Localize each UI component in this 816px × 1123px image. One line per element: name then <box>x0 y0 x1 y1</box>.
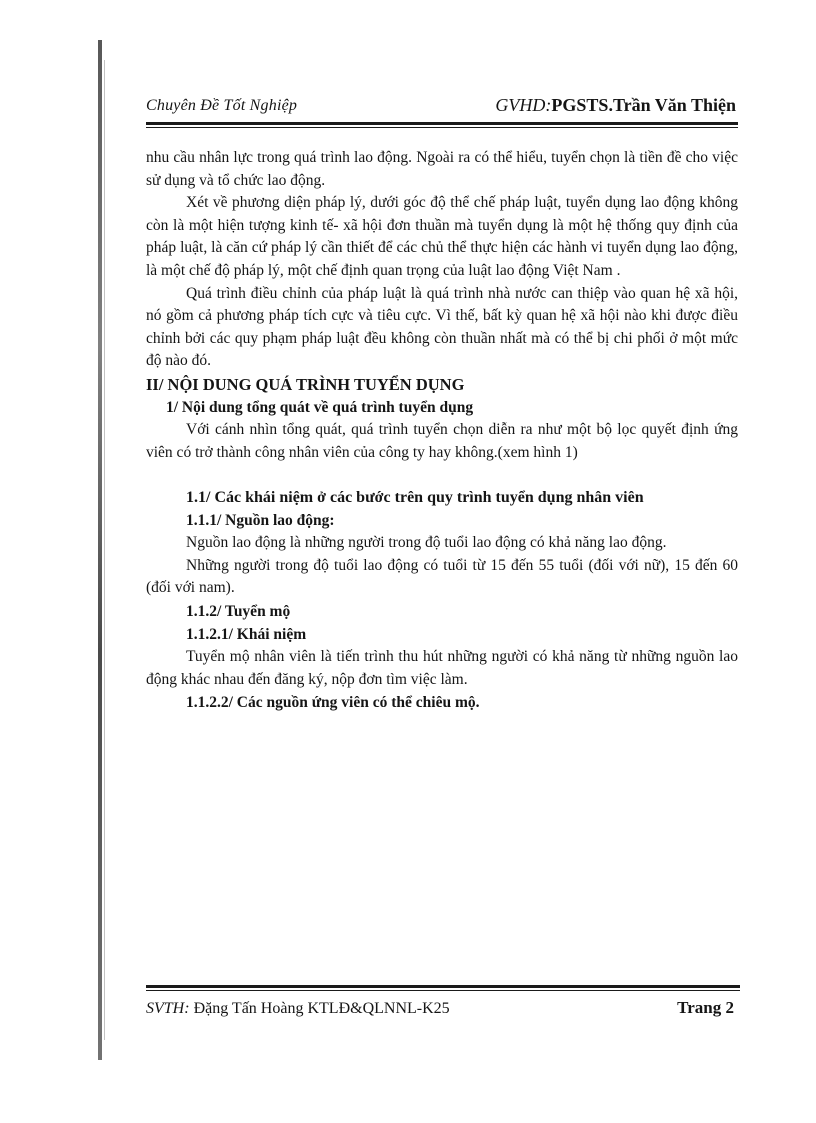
footer-rule-thick <box>146 985 740 988</box>
paragraph-7: Tuyển mộ nhân viên là tiến trình thu hút những người có khả năng từ những nguồn lao động khác nhau đến đăng ký, nộp đơn tìm việc làm. <box>146 647 738 688</box>
section-heading: II/ NỘI DUNG QUÁ TRÌNH TUYỂN DỤNG <box>146 374 465 394</box>
spacer <box>146 464 738 486</box>
paragraph-4: Với cánh nhìn tổng quát, quá trình tuyển chọn diễn ra như một bộ lọc quyết định ứng viên có trở thành công nhân viên của công ty hay không.(xem hình 1) <box>146 420 738 461</box>
author-name: Đặng Tấn Hoàng KTLĐ&QLNNL-K25 <box>193 1000 450 1017</box>
scan-binding-edge <box>98 40 102 1060</box>
scan-binding-shadow <box>104 60 105 1040</box>
heading-1-1-2-1: 1.1.2.1/ Khái niệm <box>186 625 307 643</box>
paragraph-3: Quá trình điều chỉnh của pháp luật là quá trình nhà nước can thiệp vào quan hệ xã hội, nó gồm cả phương pháp tích cực và tiêu cực. Vì thế, bất kỳ quan hệ xã hội nào khi được điều chỉnh bởi các quy phạm pháp luật đều không còn thuần nhất mà có thể bị chi phối ở một mức độ nào đó. <box>146 284 738 370</box>
page-number: Trang 2 <box>677 998 734 1017</box>
footer-rule-thin <box>146 990 740 991</box>
heading-1-1-2-2: 1.1.2.2/ Các nguồn ứng viên có thể chiêu mộ. <box>186 694 480 712</box>
footer-author <box>146 1000 450 1018</box>
header-supervisor <box>495 95 736 116</box>
header-title: Chuyên Đề Tốt Nghiệp <box>146 97 298 114</box>
paragraph-1: nhu cầu nhân lực trong quá trình lao động. Ngoài ra có thể hiểu, tuyển chọn là tiền đề cho việc sử dụng và tổ chức lao động. <box>146 149 738 189</box>
heading-1-1-1: 1.1.1/ Nguồn lao động: <box>186 512 335 530</box>
page-body <box>146 147 738 714</box>
paragraph-6: Những người trong độ tuổi lao động có tuổi từ 15 đến 55 tuổi (đối với nữ), 15 đến 60 (đối với nam). <box>146 556 738 597</box>
heading-1-1: 1.1/ Các khái niệm ở các bước trên quy trình tuyển dụng nhân viên <box>186 489 644 507</box>
header-rule-thin <box>146 127 738 128</box>
heading-1-1-2: 1.1.2/ Tuyển mộ <box>186 602 291 620</box>
header-rule-thick <box>146 122 738 125</box>
page-header <box>146 95 736 121</box>
paragraph-5: Nguồn lao động là những người trong độ tuổi lao động có khả năng lao động. <box>186 534 667 552</box>
author-label: SVTH: <box>146 1000 190 1017</box>
supervisor-name: PGSTS.Trần Văn Thiện <box>551 95 736 115</box>
subsection-heading-1: 1/ Nội dung tổng quát về quá trình tuyển dụng <box>166 398 474 416</box>
paragraph-2: Xét về phương diện pháp lý, dưới góc độ thể chế pháp luật, tuyển dụng lao động không còn là một hiện tượng kinh tế- xã hội đơn thuần mà tuyển dụng là một hệ thống quy định của pháp luật, là căn cứ pháp lý cần thiết để các chủ thể thực hiện các hành vi tuyển dụng lao động, là một chế độ pháp lý, một chế định quan trọng của luật lao động Việt Nam . <box>146 194 738 279</box>
supervisor-label: GVHD: <box>495 95 552 115</box>
